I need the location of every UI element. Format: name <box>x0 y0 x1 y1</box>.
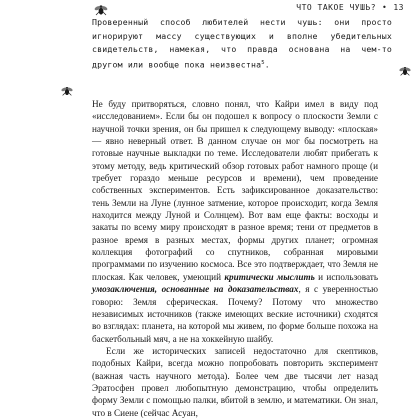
fly-icon <box>60 84 74 98</box>
page-number: 13 <box>393 3 404 12</box>
epigraph-end: . <box>264 59 270 70</box>
emphasis: критически мыслить <box>224 271 315 282</box>
header-bullet: • <box>382 3 388 12</box>
epigraph-body: Проверенный способ любителей нести чушь: они просто игнорируют массу существующих и вполне убедительных свидетельств, намекая, что правда основана на чем-то другом или вообще пока неизвестна <box>92 17 392 70</box>
footnote-marker[interactable]: 5 <box>261 59 265 66</box>
epigraph-text <box>92 16 392 72</box>
paragraph-text: Если же исторических записей недостаточно для скептиков, подобных Кайри, всегда можно попробовать повторить эксперимент (важная часть научного метода). Более чем две тысячи лет назад Эратосфен провел любопытную демонстрацию, чтобы определить форму Земли с помощью палки, вбитой в землю, и математики. Он знал, что в Сиене (сейчас Асуан, <box>92 345 378 418</box>
fly-icon <box>398 64 412 78</box>
paragraph-text: , я с уверенностью говорю: Земля сферическая. Почему? Потому что множество независимых источников (также имеющих веские источники) сходятся во взглядах: планета, на которой мы живем, по форме больше похожа на баскетбольный мяч, а не на хоккейную шайбу. <box>92 284 378 344</box>
paragraph-text: Не буду притворяться, словно понял, что Кайри имел в виду под «исследованием». Если бы он подошел к вопросу о плоскости Земли с научной точки зрения, он бы пришел к следующему выводу: «плоская» — явно неверный ответ. В данном случае он мог бы посмотреть на готовые научные выкладки по теме. Исследователи любят прибегать к этому методу, ведь критический обзор готовых работ намного проще (и требует гораздо меньше ресурсов и времени), чем проведение собственных экспериментов. Есть зафиксированное доказательство: тень Земли на Луне (лунное затмение, которое происходит, когда Земля находится между Луной и Солнцем). Вот вам еще факты: восходы и закаты по всему миру происходят в разное время; тени от предметов в разное время в разных местах, формы других планет; огромная коллекция фотографий со спутников, собранная мировыми программами по изучению космоса. Все это подтверждает, что Земля не плоская. Как человек, умеющий <box>92 99 378 282</box>
running-title: ЧТО ТАКОЕ ЧУШЬ? <box>296 3 377 12</box>
paragraph <box>92 345 378 419</box>
emphasis: умозаключения, основанные на доказательствах <box>92 284 299 295</box>
paragraph-text: и использовать <box>314 271 379 282</box>
running-header <box>296 3 404 12</box>
body-text <box>92 98 378 419</box>
epigraph <box>92 16 392 72</box>
paragraph <box>92 98 378 345</box>
